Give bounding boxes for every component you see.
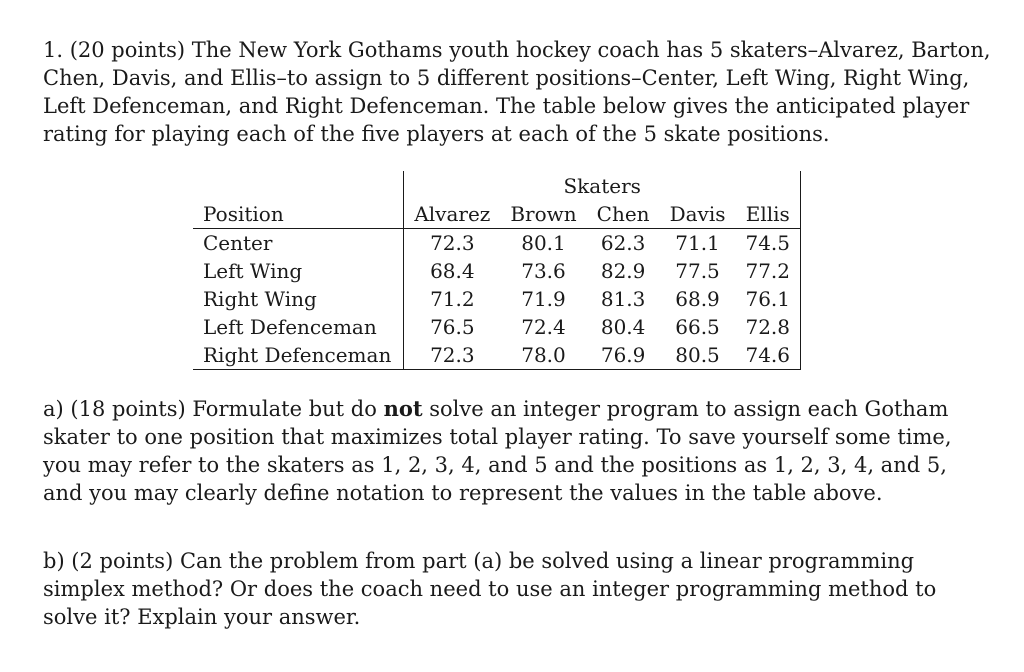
part-a-rest: solve an integer program to assign each Gotham skater to one position that maximizes total player rating. To save yourself some time, you may refer to the skaters as 1, 2, 3, 4, and 5 and the positions as 1, 2, 3, 4, and 5, and you may clearly define notation to represent the values in the table above. <box>43 397 952 505</box>
column-header: Alvarez <box>404 200 501 229</box>
part-a-text <box>43 395 993 507</box>
rating-cell: 74.6 <box>735 341 800 370</box>
rating-cell: 77.5 <box>675 259 720 283</box>
row-position-label: Right Defenceman <box>193 341 404 370</box>
rating-cell: 72.8 <box>735 313 800 341</box>
rating-cell: 80.4 <box>600 315 646 339</box>
rating-cell: 81.3 <box>600 287 646 311</box>
rating-cell: 74.5 <box>735 229 800 258</box>
rating-cell: 68.9 <box>675 287 720 311</box>
column-header: Ellis <box>735 200 800 229</box>
rating-cell: 72.3 <box>404 341 501 370</box>
rating-cell: 80.5 <box>660 341 736 370</box>
row-position-label: Left Defenceman <box>193 313 404 341</box>
row-position-label: Right Wing <box>193 285 404 313</box>
table-row <box>193 257 801 285</box>
rating-cell: 68.4 <box>430 259 475 283</box>
rating-cell: 72.3 <box>430 231 475 255</box>
part-a-bold: not <box>383 396 423 421</box>
problem-intro: 1. (20 points) The New York Gothams youth hockey coach has 5 skaters–Alvarez, Barton, Chen, Davis, and Ellis–to assign to 5 different positions–Center, Left Wing, Right Wing, Left Defenceman, and Right Defenceman. The table below gives the anticipated player rating for playing each of the five players at each of the 5 skate positions. <box>43 38 991 146</box>
ratings-table <box>193 171 801 370</box>
table-row <box>193 285 801 313</box>
table-group-header-row <box>193 171 801 200</box>
rating-cell: 71.2 <box>430 287 475 311</box>
part-a-lead: a) (18 points) Formulate but do <box>43 397 384 421</box>
rating-cell: 80.1 <box>521 231 566 255</box>
rating-cell: 72.4 <box>521 315 566 339</box>
rating-cell: 71.1 <box>675 231 720 255</box>
rating-cell: 66.5 <box>675 315 720 339</box>
column-header: Chen <box>587 200 660 229</box>
column-header: Davis <box>660 200 736 229</box>
part-b-text: b) (2 points) Can the problem from part (a) be solved using a linear programming simplex method? Or does the coach need to use an integer programming method to solve it? Explain your answer. <box>43 549 937 629</box>
row-position-label: Center <box>193 229 404 258</box>
table-column-header-row <box>193 200 801 229</box>
rating-cell: 71.9 <box>521 287 566 311</box>
rating-cell: 82.9 <box>600 259 646 283</box>
table-row <box>193 229 801 258</box>
rating-cell: 78.0 <box>500 341 586 370</box>
rating-cell: 76.5 <box>430 315 475 339</box>
skaters-header: Skaters <box>404 171 801 200</box>
rating-cell: 76.9 <box>587 341 660 370</box>
table-row <box>193 341 801 370</box>
position-header: Position <box>193 200 404 229</box>
table-row <box>193 313 801 341</box>
rating-cell: 62.3 <box>600 231 646 255</box>
rating-cell: 73.6 <box>521 259 566 283</box>
table-corner-cell <box>193 171 404 200</box>
row-position-label: Left Wing <box>193 257 404 285</box>
rating-cell: 77.2 <box>735 257 800 285</box>
rating-cell: 76.1 <box>735 285 800 313</box>
column-header: Brown <box>500 200 586 229</box>
